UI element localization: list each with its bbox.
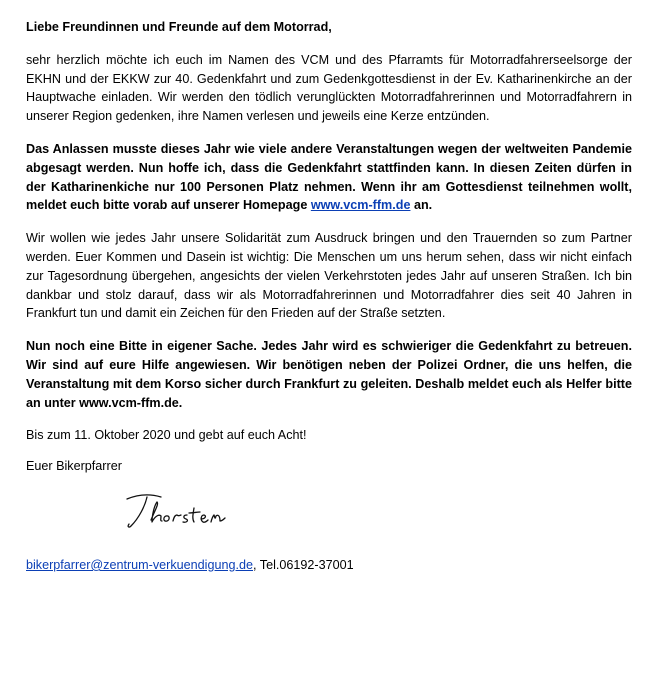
signature-thorsten-image xyxy=(121,486,251,536)
paragraph-solidarity: Wir wollen wie jedes Jahr unsere Solidarität zum Ausdruck bringen und den Trauernden so zum Partner werden. Euer Kommen und Dasein ist wichtig: Die Menschen um uns herum sehen, dass wir nicht einfach zur Tagesordnung übergehen, angesichts der vielen Verkehrstoten jedes Jahr auf unseren Straßen. Ich bin dankbar und stolz darauf, dass wir als Motorradfahrerinnen und Motorradfahrer dies seit 40 Jahren in Frankfurt tun und damit ein Zeichen für den Frieden auf der Straße setzten. xyxy=(26,231,632,321)
closing-line: Bis zum 11. Oktober 2020 und gebt auf euch Acht! xyxy=(26,428,307,443)
letter xyxy=(26,18,632,575)
paragraph-pandemic-text: Das Anlassen musste dieses Jahr wie viele andere Veranstaltungen wegen der weltweiten Pandemie abgesagt werden. Nun hoffe ich, dass die Gedenkfahrt stattfinden kann. In diesen Zeiten dürfen in der Katharinenkiche nur 100 Personen Platz nehmen. Wenn ihr am Gottesdienst teilnehmen wollt, meldet euch bitte vorab auf unserer Homepage xyxy=(26,141,632,213)
paragraph-pandemic xyxy=(26,140,632,215)
phone-number: , Tel.06192-37001 xyxy=(253,557,354,572)
handwritten-signature xyxy=(26,484,632,548)
paragraph-helpers: Nun noch eine Bitte in eigener Sache. Jedes Jahr wird es schwieriger die Gedenkfahrt zu betreuen. Wir sind auf eure Hilfe angewiesen. Wir benötigen neben der Polizei Ordner, die uns helfen, die Veranstaltung mit dem Korso sicher durch Frankfurt zu geleiten. Deshalb meldet euch als Helfer bitte an unter www.vcm-ffm.de. xyxy=(26,339,632,410)
greeting: Liebe Freundinnen und Freunde auf dem Motorrad, xyxy=(26,20,332,34)
paragraph-pandemic-tail: an. xyxy=(410,198,433,213)
contact-line xyxy=(26,556,632,575)
email-link[interactable]: bikerpfarrer@zentrum-verkuendigung.de xyxy=(26,557,253,572)
signoff: Euer Bikerpfarrer xyxy=(26,459,122,474)
paragraph-invitation: sehr herzlich möchte ich euch im Namen des VCM und des Pfarramts für Motorradfahrerseelsorge der EKHN und der EKKW zur 40. Gedenkfahrt und zum Gedenkgottesdienst in der Ev. Katharinenkirche an der Hauptwache einladen. Wir werden den tödlich verunglückten Motorradfahrerinnen und Motorradfahrern in unserer Region gedenken, ihre Namen verlesen und jeweils eine Kerze entzünden. xyxy=(26,52,632,124)
homepage-link[interactable]: www.vcm-ffm.de xyxy=(310,198,411,213)
